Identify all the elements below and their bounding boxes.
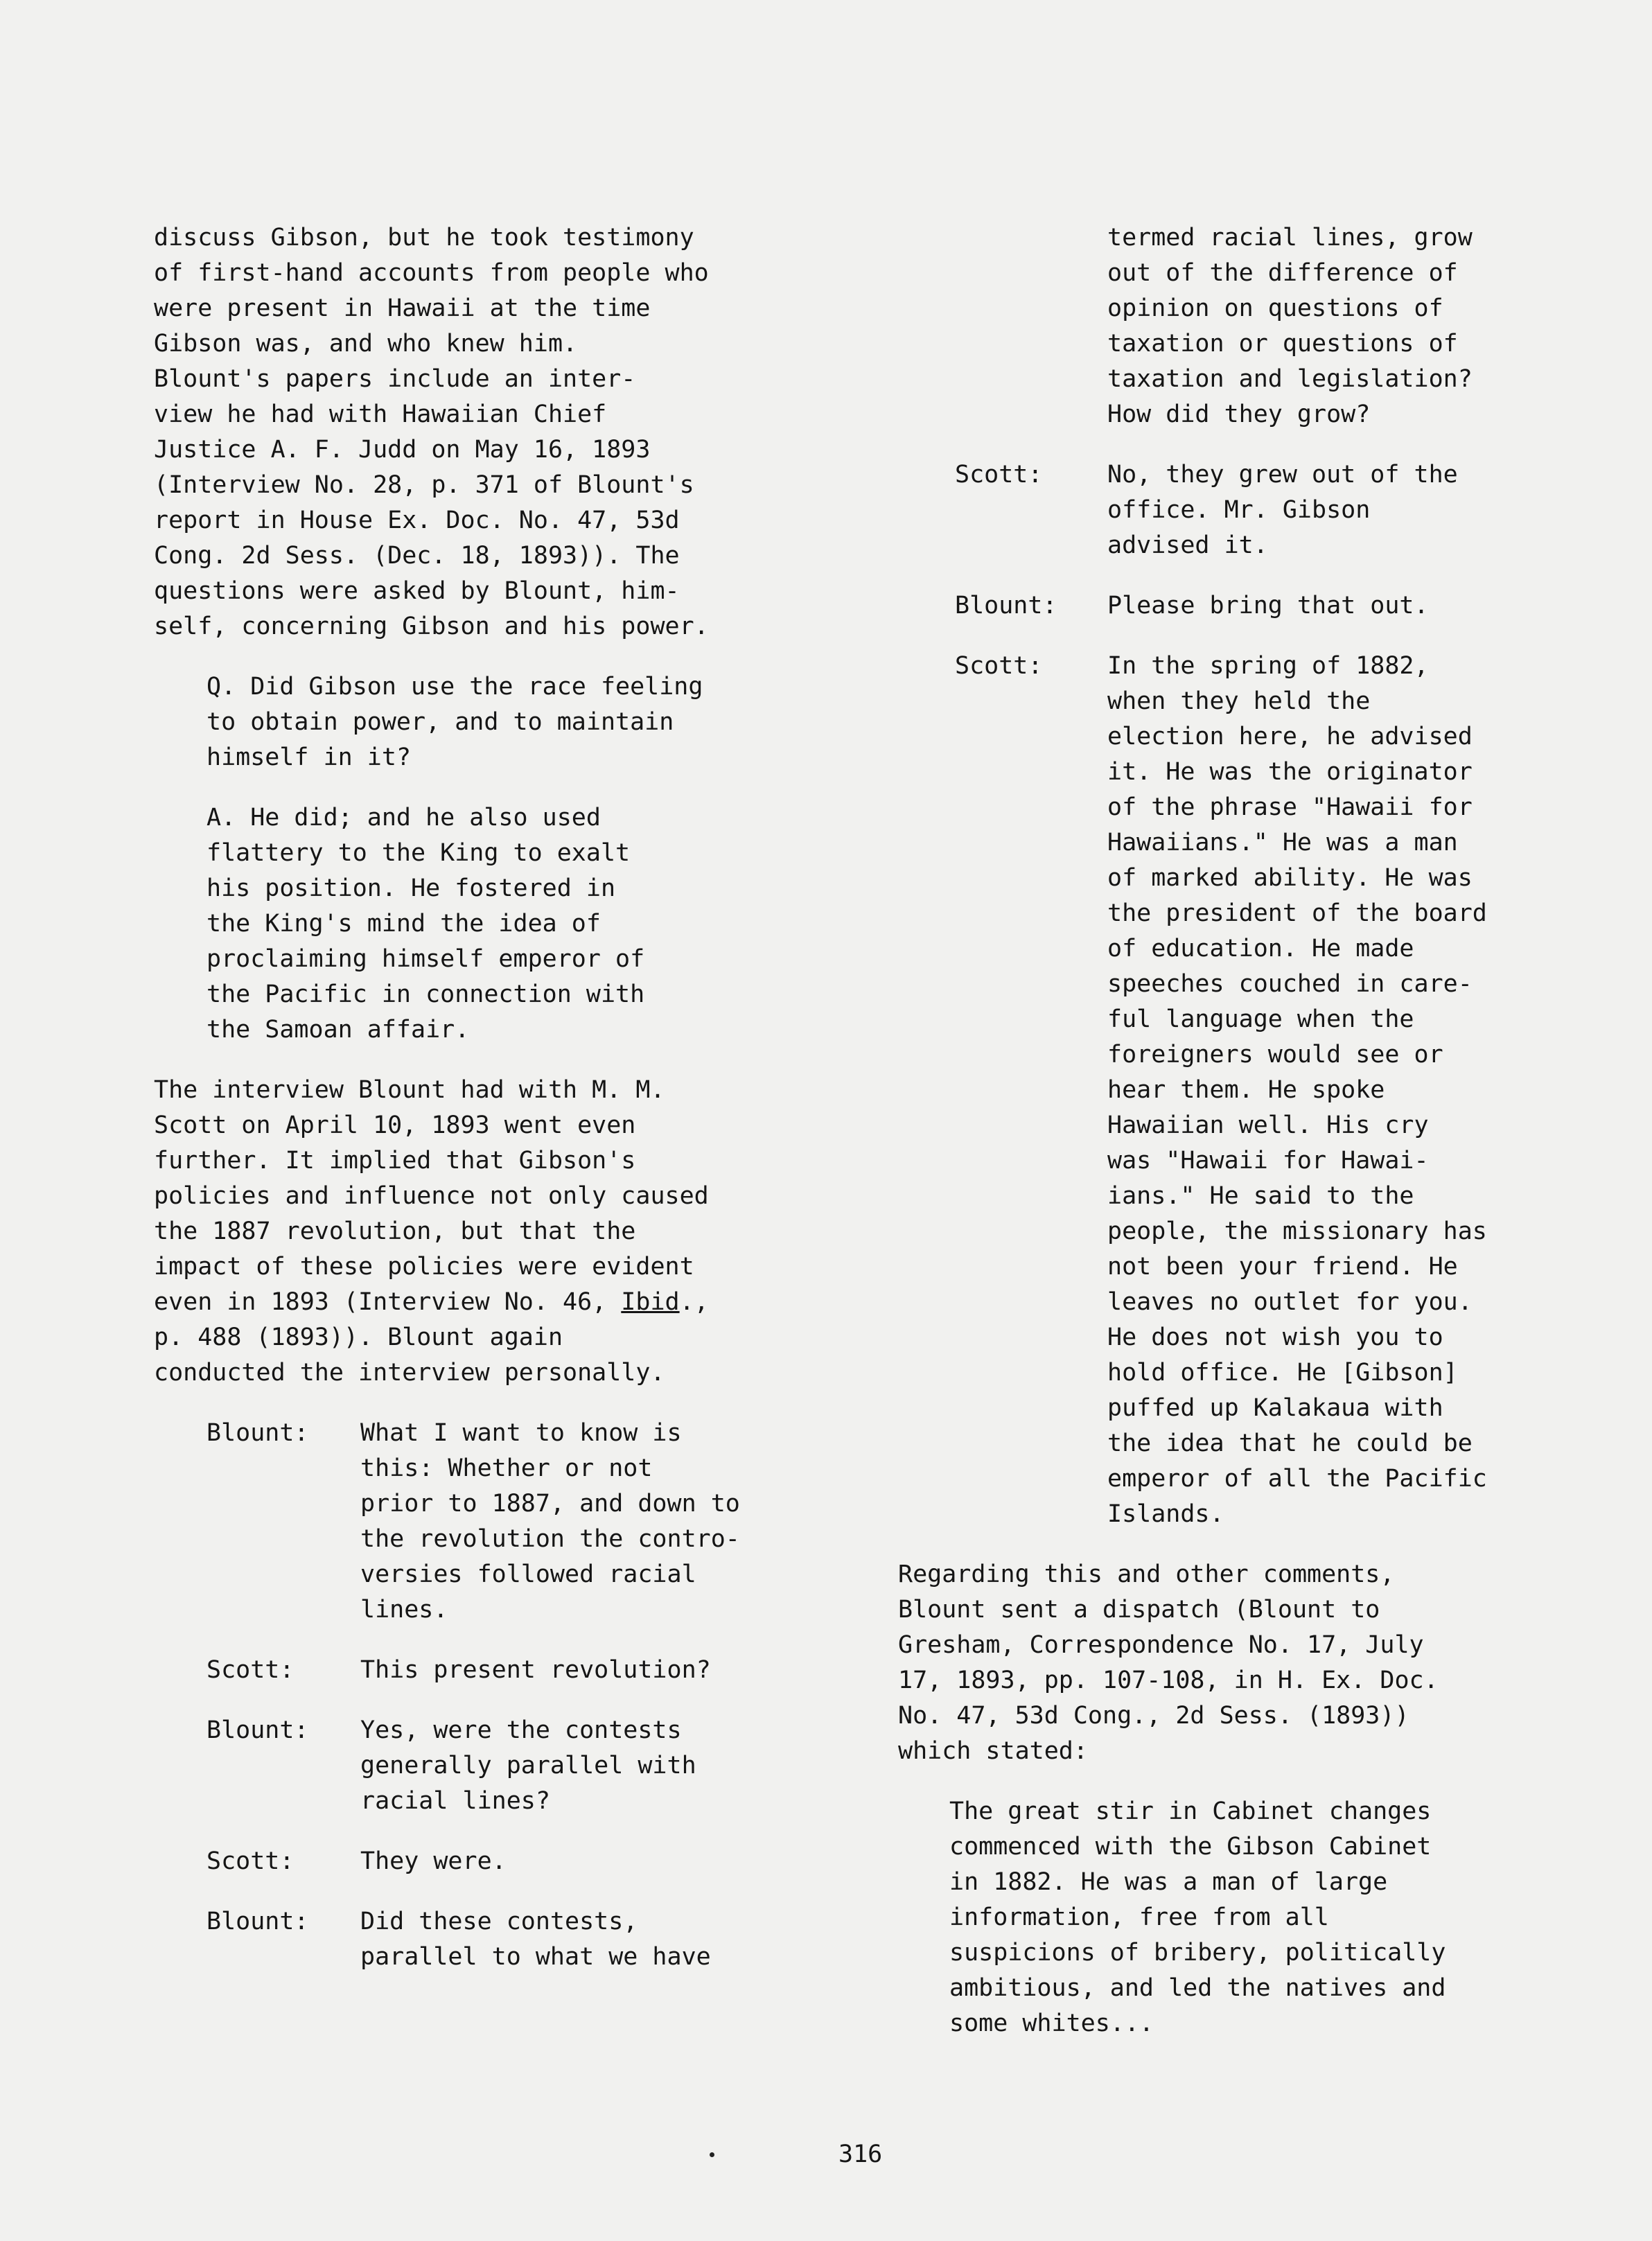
dialogue-text: Did these contests, parallel to what we have [360, 1908, 711, 1971]
dialogue-text: Yes, were the contests generally parallel with racial lines? [360, 1716, 696, 1815]
stray-mark [710, 2152, 714, 2157]
dialogue-text: They were. [360, 1847, 507, 1875]
dialogue-text: In the spring of 1882, when they held the election here, he advised it. He was the originator of the phrase "Hawaii for Hawaiians." He was a man of marked ability. He was the president of the board of education. He made speeches couched in care- ful language when the foreigners would see or hear them. He spoke Hawaiian well. His cry was "Hawaii for Hawai- ians." He said to the people, the missionary has not been your friend. He leaves no outlet for you. He does not wish you to hold office. He [Gibson] puffed up Kalakaua with the idea that he could be emperor of all the Pacific Islands. [1107, 652, 1487, 1528]
speaker-label: Scott: [955, 652, 1043, 680]
left-dialogue [206, 1416, 819, 1975]
speaker-label: Scott: [206, 1656, 295, 1684]
left-column [154, 220, 819, 1975]
right-column [898, 220, 1553, 2041]
dialogue-line [206, 1844, 819, 1879]
dialogue-text: Please bring that out. [1107, 592, 1429, 619]
dialogue-line [206, 1416, 819, 1628]
dialogue-line [206, 1653, 819, 1688]
dialogue-line [955, 588, 1553, 624]
dialogue-text: What I want to know is this: Whether or not prior to 1887, and down to the revolution the contro- versies followed racial lines. [360, 1419, 740, 1624]
dialogue-line [206, 1713, 819, 1819]
ibid-citation: Ibid [621, 1288, 680, 1316]
page-number: 316 [838, 2141, 883, 2168]
speaker-label: Scott: [955, 461, 1043, 489]
paragraph-dispatch: Regarding this and other comments, Blount sent a dispatch (Blount to Gresham, Correspondence No. 17, July 17, 1893, pp. 107-108, in H. Ex. Doc. No. 47, 53d Cong., 2d Sess. (1893)) which stated: [898, 1561, 1439, 1765]
speaker-label: Blount: [206, 1419, 309, 1447]
question-race-feeling: Q. Did Gibson use the race feeling to obtain power, and to maintain himself in it? [206, 673, 703, 771]
dialogue-line [955, 649, 1553, 1532]
dialogue-continuation: termed racial lines, grow out of the difference of opinion on questions of taxation or questions of taxation and legislation? How did they grow? [1107, 224, 1473, 428]
speaker-label: Blount: [955, 592, 1057, 619]
paragraph-gibson-testimony: discuss Gibson, but he took testimony of first-hand accounts from people who were present in Hawaii at the time Gibson was, and who knew him. [154, 224, 709, 358]
judd-qa [206, 669, 819, 1048]
speaker-label: Scott: [206, 1847, 295, 1875]
speaker-label: Blount: [206, 1716, 309, 1744]
answer-flattery: A. He did; and he also used flattery to the King to exalt his position. He fostered in the King's mind the idea of proclaiming himself emperor of the Pacific in connection with the Samoan affair. [206, 804, 645, 1044]
continuation-block [898, 220, 1553, 432]
dialogue-text: This present revolution? [360, 1656, 711, 1684]
paragraph-judd-interview: Blount's papers include an inter- view he had with Hawaiian Chief Justice A. F. Judd on May 16, 1893 (Interview No. 28, p. 371 of Blount's report in House Ex. Doc. No. 47, 53d Cong. 2d Sess. (Dec. 18, 1893)). The questions were asked by Blount, him- self, concerning Gibson and his power. [154, 365, 709, 640]
paragraph-scott-interview: The interview Blount had with M. M. Scott on April 10, 1893 went even further. It implied that Gibson's policies and influence not only caused the 1887 revolution, but that the impact of these policies were evident even in 1893 (Interview No. 46, Ibid., p. 488 (1893)). Blount again conducted the interview personally. [154, 1076, 709, 1387]
right-dialogue [955, 457, 1553, 1532]
dialogue-line [206, 1904, 819, 1975]
dialogue-line [955, 457, 1553, 563]
speaker-label: Blount: [206, 1908, 309, 1935]
dialogue-text: No, they grew out of the office. Mr. Gibson advised it. [1107, 461, 1458, 559]
block-quote-dispatch: The great stir in Cabinet changes commenced with the Gibson Cabinet in 1882. He was a man of large information, free from all suspicions of bribery, politically ambitious, and led the natives and some whites... [949, 1798, 1446, 2037]
